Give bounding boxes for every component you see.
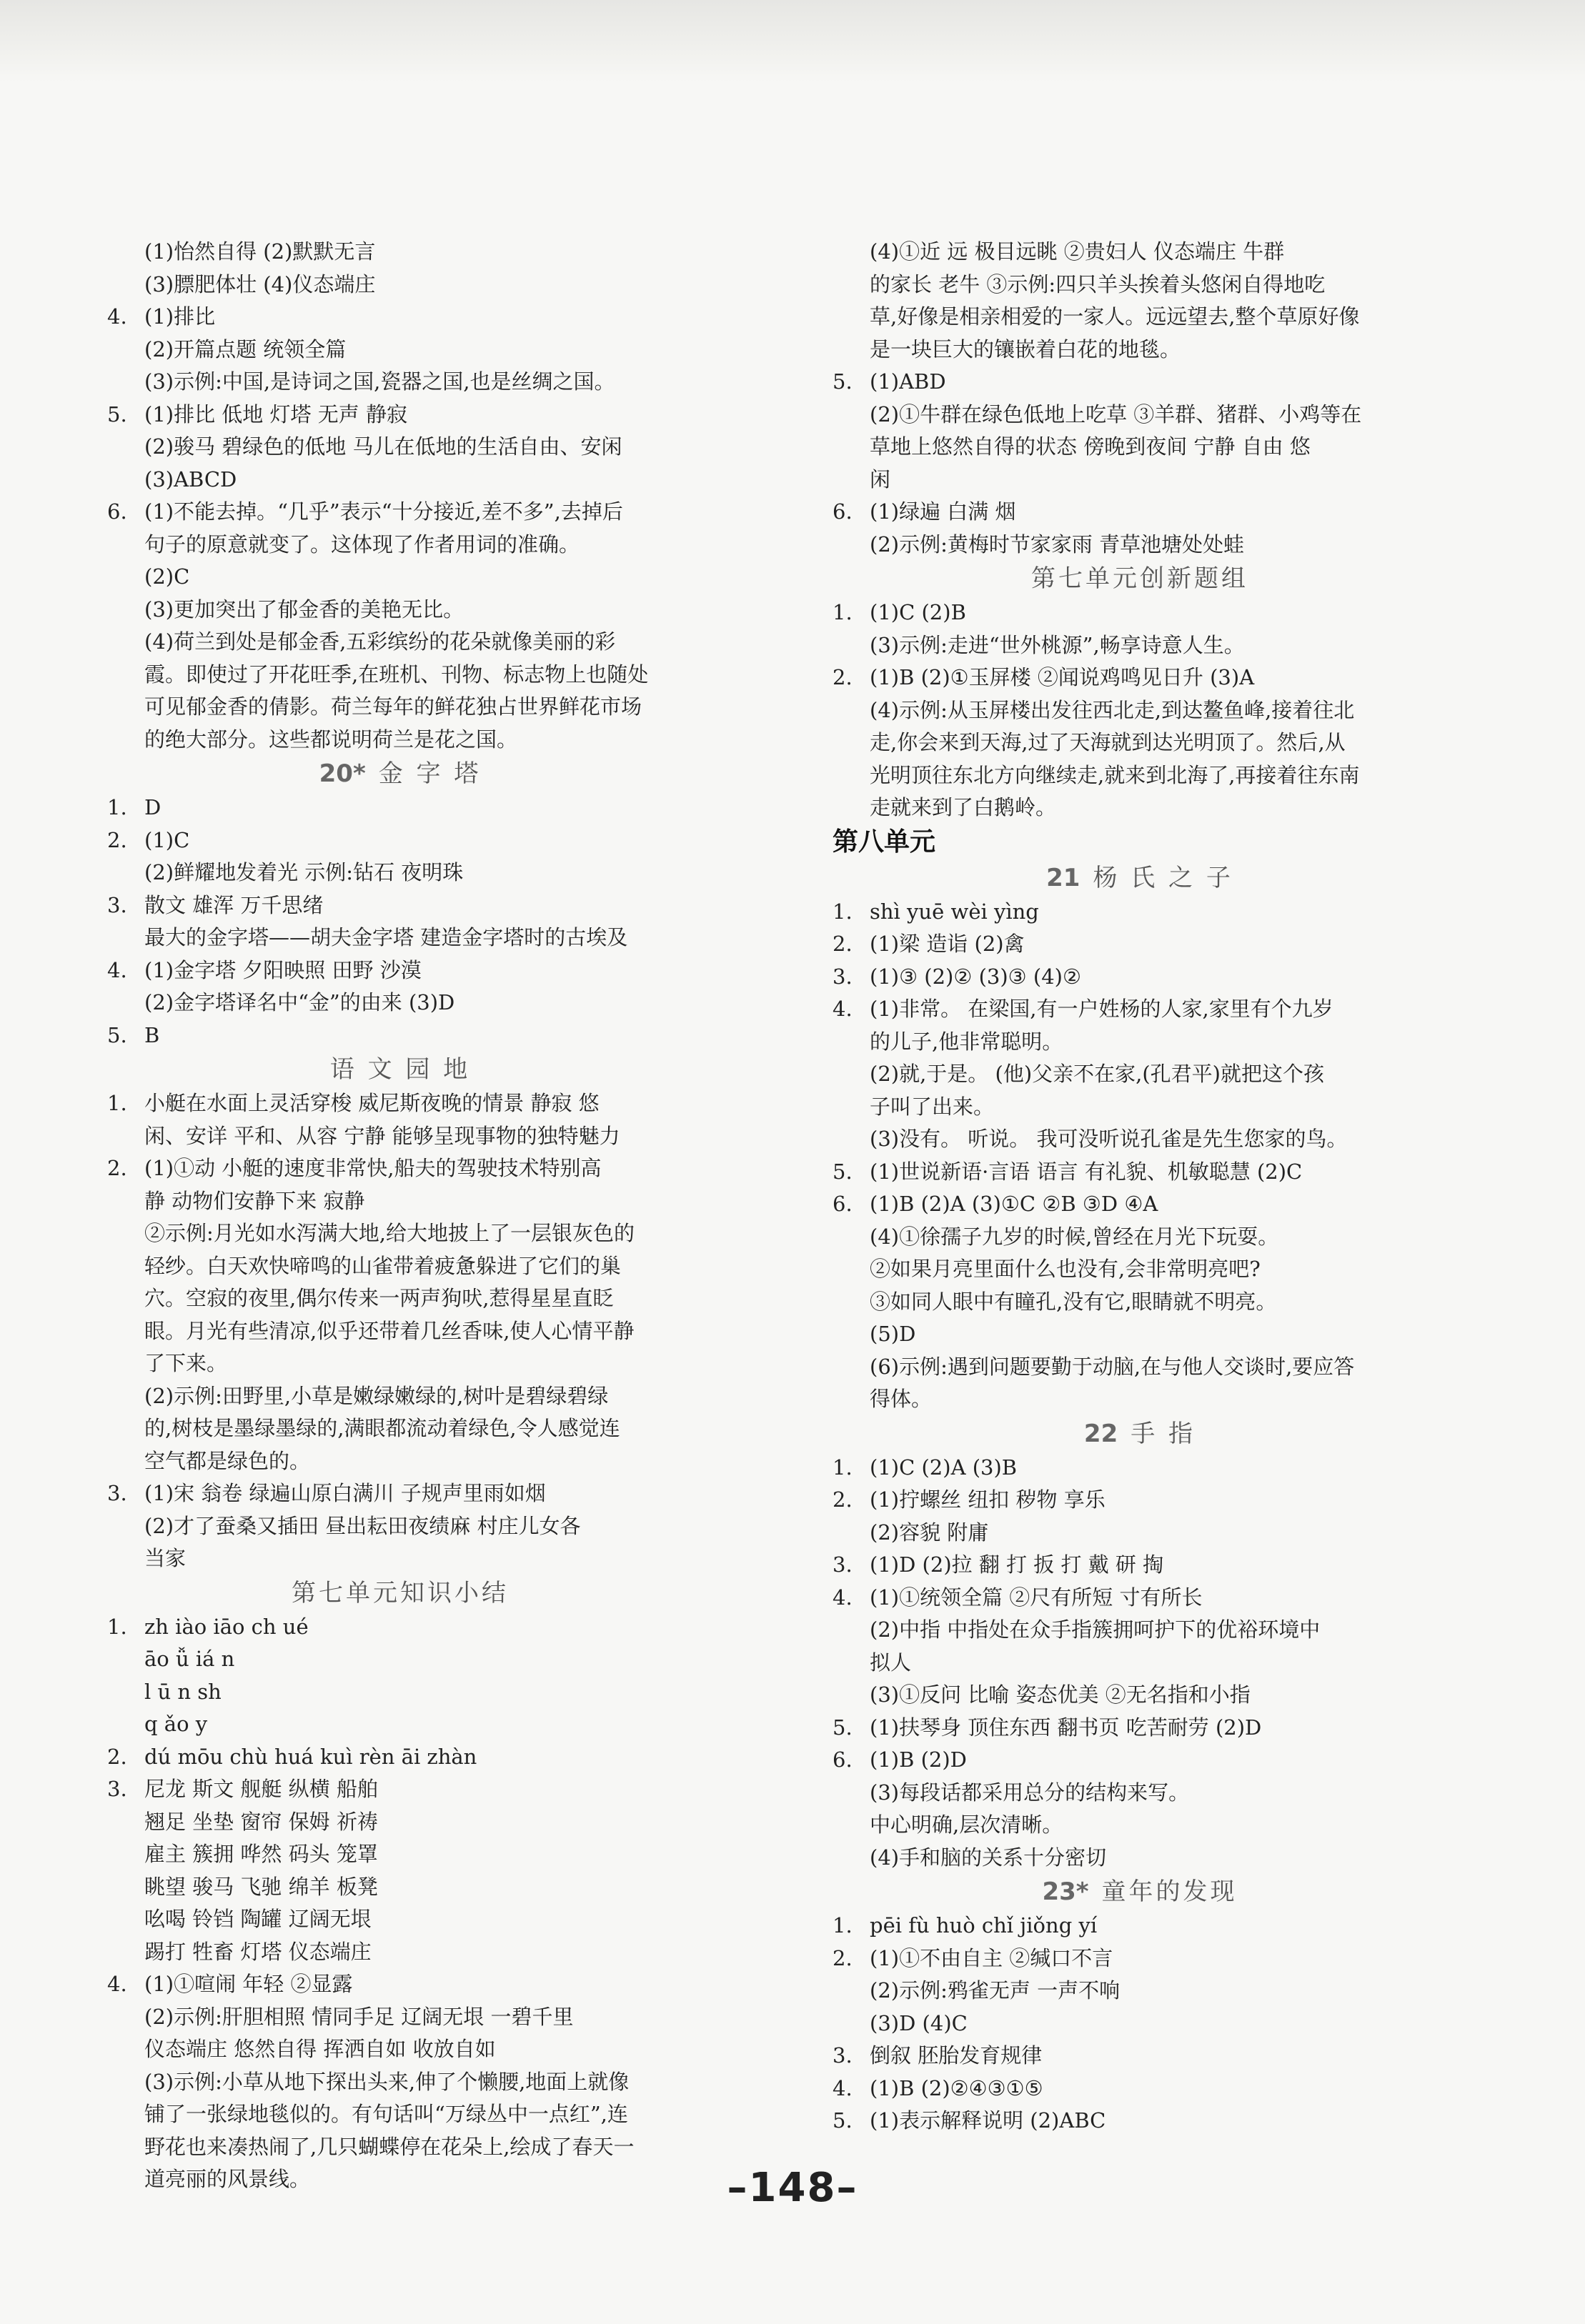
question-number: 5. [833, 2108, 853, 2133]
answer-line [107, 1773, 693, 1806]
answer-line [833, 1910, 1447, 1943]
answer-line: (3)示例:走进“世外桃源”,畅享诗意人生。 [870, 632, 1245, 657]
answer-line: (4)①徐孺子九岁的时候,曾经在月光下玩耍。 [870, 1224, 1279, 1249]
answer-line [833, 597, 1447, 629]
answer-line: (3)示例:小草从地下探出头来,伸了个懒腰,地面上就像 [144, 2069, 630, 2094]
answer-line: 走就来到了白鹅岭。 [870, 795, 1057, 819]
question-number: 3. [107, 892, 127, 917]
answer-line [833, 961, 1447, 994]
answer-text: D [144, 795, 162, 819]
question-number: 1. [107, 795, 127, 819]
answer-line: 句子的原意就变了。这体现了作者用词的准确。 [144, 532, 580, 557]
question-number: 6. [107, 499, 127, 524]
question-number: 2. [833, 1487, 853, 1512]
answer-text: (1)排比 [144, 304, 216, 329]
answer-line [833, 662, 1447, 694]
section-heading [833, 561, 1447, 597]
answer-text: B [144, 1022, 160, 1047]
answer-line [833, 1712, 1447, 1745]
answer-line: l ū n sh [144, 1679, 222, 1704]
answer-line: (2)示例:肝胆相照 情同手足 辽阔无垠 一碧千里 [144, 2004, 574, 2029]
heading-text: 语 文 园 地 [329, 1055, 471, 1084]
unit-title: 第八单元 [833, 827, 936, 857]
answer-line: 霞。即使过了开花旺季,在班机、刊物、标志物上也随处 [144, 662, 649, 687]
question-number: 5. [107, 402, 127, 427]
question-number: 6. [833, 499, 853, 524]
section-heading [833, 1416, 1447, 1452]
answer-line: 草地上悠然自得的状态 傍晚到夜间 宁静 自由 悠 [870, 434, 1311, 459]
answer-line: 铺了一张绿地毯似的。有句话叫“万绿丛中一点红”,连 [144, 2102, 628, 2126]
answer-text: (1)绿遍 白满 烟 [870, 499, 1016, 524]
answer-line: (2)示例:黄梅时节家家雨 青草池塘处处蛙 [870, 532, 1245, 557]
answer-line [833, 928, 1447, 961]
answer-line [833, 1582, 1447, 1615]
question-number: 4. [833, 2075, 853, 2100]
answer-line: (2)中指 中指处在众手指簇拥呵护下的优裕环境中 [870, 1617, 1321, 1642]
answer-line [107, 1741, 693, 1774]
answer-line [107, 1611, 693, 1644]
answer-line [833, 2105, 1447, 2138]
answer-line [107, 301, 693, 334]
answer-line: (3)更加突出了郁金香的美艳无比。 [144, 597, 464, 622]
answer-line: (5)D [870, 1322, 916, 1346]
answer-line: (3)膘肥体壮 (4)仪态端庄 [144, 271, 376, 296]
question-number: 4. [107, 957, 127, 982]
answer-line [833, 1484, 1447, 1517]
answer-text: (1)B (2)A (3)①C ②B ③D ④A [870, 1192, 1158, 1216]
answer-line: 雇主 簇拥 哗然 码头 笼罩 [144, 1842, 378, 1866]
answer-line: 眼。月光有些清凉,似乎还带着几丝香味,使人心情平静 [144, 1318, 635, 1343]
answer-line: (2)金字塔译名中“金”的由来 (3)D [144, 990, 455, 1014]
answer-line: 道亮丽的风景线。 [144, 2167, 311, 2191]
answer-line [833, 896, 1447, 929]
answer-line [107, 1152, 693, 1185]
answer-line [107, 1968, 693, 2001]
answer-line: (2)示例:田野里,小草是嫩绿嫩绿的,树叶是碧绿碧绿 [144, 1383, 609, 1408]
answer-text: (1)①统领全篇 ②尺有所短 寸有所长 [870, 1585, 1203, 1610]
answer-line: 翘足 坐垫 窗帘 保姆 祈祷 [144, 1809, 378, 1834]
question-number: 3. [833, 964, 853, 989]
answer-line: (2)才了蚕桑又插田 昼出耘田夜绩麻 村庄儿女各 [144, 1513, 581, 1538]
answer-line [833, 1156, 1447, 1189]
answer-line: 的家长 老牛 ③示例:四只羊头挨着头悠闲自得地吃 [870, 271, 1326, 296]
question-number: 2. [833, 665, 853, 689]
answer-line [107, 1477, 693, 1510]
answer-line: (2)就,于是。 (他)父亲不在家,(孔君平)就把这个孩 [870, 1062, 1324, 1086]
answer-line: (2)骏马 碧绿色的低地 马儿在低地的生活自由、安闲 [144, 434, 622, 459]
answer-line [107, 1019, 693, 1052]
answer-line [107, 496, 693, 529]
answer-line [833, 2040, 1447, 2073]
answer-text: (1)拧螺丝 纽扣 秽物 享乐 [870, 1487, 1105, 1512]
question-number: 2. [833, 932, 853, 956]
answer-line [833, 1549, 1447, 1582]
answer-line: 静 动物们安静下来 寂静 [144, 1188, 365, 1213]
answer-line: (2)开篇点题 统领全篇 [144, 336, 347, 361]
answer-line: 了下来。 [144, 1351, 228, 1375]
answer-line [833, 2073, 1447, 2105]
answer-text: (1)①喧闹 年轻 ②显露 [144, 1972, 353, 1996]
answer-line: (2)鲜耀地发着光 示例:钻石 夜明珠 [144, 860, 464, 884]
answer-line: (4)①近 远 极目远眺 ②贵妇人 仪态端庄 牛群 [870, 239, 1285, 264]
heading-text: 童年的发现 [1101, 1877, 1238, 1906]
answer-line: (2)①牛群在绿色低地上吃草 ③羊群、猪群、小鸡等在 [870, 402, 1362, 427]
answer-line: 眺望 骏马 飞驰 绵羊 板凳 [144, 1874, 378, 1899]
question-number: 1. [107, 1614, 127, 1639]
answer-text: (1)金字塔 夕阳映照 田野 沙漠 [144, 957, 422, 982]
answer-line: 闲 [870, 467, 891, 492]
answer-line: (3)①反问 比喻 姿态优美 ②无名指和小指 [870, 1682, 1251, 1707]
answer-line: (3)每段话都采用总分的结构来写。 [870, 1780, 1190, 1805]
question-number: 1. [833, 1455, 853, 1480]
answer-line: 闲、安详 平和、从容 宁静 能够呈现事物的独特魅力 [144, 1123, 620, 1148]
answer-text: zh iào iāo ch ué [144, 1614, 309, 1639]
answer-text: (1)B (2)①玉屏楼 ②闻说鸡鸣见日升 (3)A [870, 665, 1255, 689]
answer-text: (1)D (2)拉 翻 打 扳 打 戴 研 掏 [870, 1552, 1164, 1577]
answer-line: 轻纱。白天欢快啼鸣的山雀带着疲惫躲进了它们的巢 [144, 1253, 622, 1278]
heading-text: 杨 氏 之 子 [1093, 863, 1233, 892]
question-number: 1. [833, 899, 853, 924]
right-column [833, 236, 1447, 2138]
answer-line: 踢打 牲畜 灯塔 仪态端庄 [144, 1939, 372, 1964]
question-number: 5. [833, 369, 853, 394]
scan-top-shadow [0, 0, 1585, 82]
answer-line: 仪态端庄 悠然自得 挥洒自如 收放自如 [144, 2037, 496, 2061]
question-number: 5. [833, 1159, 853, 1184]
heading-text: 金 字 塔 [378, 759, 482, 788]
answer-line: 的儿子,他非常聪明。 [870, 1029, 1063, 1054]
question-number: 4. [107, 1972, 127, 1996]
answer-line [107, 954, 693, 987]
answer-text: (1)扶琴身 顶住东西 翻书页 吃苦耐劳 (2)D [870, 1715, 1262, 1740]
section-heading [833, 1874, 1447, 1910]
answer-line: āo ǚ iá n [144, 1647, 235, 1671]
heading-text: 第七单元知识小结 [292, 1578, 509, 1607]
answer-text: (1)宋 翁卷 绿遍山原白满川 子规声里雨如烟 [144, 1481, 546, 1505]
answer-text: (1)ABD [870, 369, 946, 394]
answer-line [833, 993, 1447, 1026]
answer-line [107, 1087, 693, 1120]
answer-text: (1)①不由自主 ②缄口不言 [870, 1945, 1113, 1970]
question-number: 6. [833, 1747, 853, 1772]
answer-line: 可见郁金香的倩影。荷兰每年的鲜花独占世界鲜花市场 [144, 694, 642, 719]
answer-line: (4)手和脑的关系十分密切 [870, 1845, 1107, 1870]
answer-line: (4)示例:从玉屏楼出发往西北走,到达鳌鱼峰,接着往北 [870, 697, 1355, 722]
lesson-number: 21 [1046, 863, 1080, 892]
answer-line: 吆喝 铃铛 陶罐 辽阔无垠 [144, 1907, 372, 1931]
answer-text: (1)梁 造诣 (2)禽 [870, 932, 1025, 956]
answer-text: (1)B (2)D [870, 1747, 967, 1772]
question-number: 4. [107, 304, 127, 329]
heading-text: 手 指 [1131, 1419, 1196, 1448]
question-number: 2. [107, 1744, 127, 1769]
question-number: 3. [833, 2043, 853, 2068]
answer-line: 光明顶往东北方向继续走,就来到北海了,再接着往东南 [870, 762, 1360, 787]
answer-text: 尼龙 斯文 舰艇 纵横 船舶 [144, 1777, 378, 1801]
question-number: 3. [833, 1552, 853, 1577]
answer-line: 的,树枝是墨绿墨绿的,满眼都流动着绿色,令人感觉连 [144, 1416, 620, 1440]
answer-line: (2)C [144, 564, 190, 589]
section-heading [107, 756, 693, 792]
answer-line: (3)ABCD [144, 467, 237, 492]
section-heading [107, 1575, 693, 1611]
answer-text: (1)①动 小艇的速度非常快,船夫的驾驶技术特别高 [144, 1156, 602, 1180]
question-number: 4. [833, 1585, 853, 1610]
answer-line: 中心明确,层次清晰。 [870, 1812, 1063, 1837]
answer-line: ②如果月亮里面什么也没有,会非常明亮吧? [870, 1257, 1261, 1281]
left-column [107, 236, 693, 2196]
question-number: 1. [833, 1913, 853, 1938]
answer-line [107, 889, 693, 922]
answer-text: 倒叙 胚胎发育规律 [870, 2043, 1043, 2068]
answer-line [107, 399, 693, 432]
question-number: 3. [107, 1481, 127, 1505]
answer-text: (1)③ (2)② (3)③ (4)② [870, 964, 1081, 989]
answer-text: (1)B (2)②④③①⑤ [870, 2075, 1043, 2100]
answer-line: (3)D (4)C [870, 2010, 968, 2035]
answer-line: 的绝大部分。这些都说明荷兰是花之国。 [144, 727, 518, 752]
question-number: 5. [833, 1715, 853, 1740]
answer-line: 当家 [144, 1546, 187, 1570]
answer-line: ③如同人眼中有瞳孔,没有它,眼睛就不明亮。 [870, 1289, 1277, 1314]
question-number: 3. [107, 1777, 127, 1801]
answer-line: (4)荷兰到处是郁金香,五彩缤纷的花朵就像美丽的彩 [144, 629, 616, 654]
answer-text: shì yuē wèi yìng [870, 899, 1039, 924]
answer-line: (1)怡然自得 (2)默默无言 [144, 239, 376, 264]
answer-text: (1)C [144, 827, 190, 852]
heading-text: 第七单元创新题组 [1031, 564, 1248, 593]
answer-text: (1)排比 低地 灯塔 无声 静寂 [144, 402, 407, 427]
answer-line: (2)容貌 附庸 [870, 1520, 989, 1545]
answer-line: 拟人 [870, 1650, 912, 1675]
question-number: 2. [107, 1156, 127, 1180]
lesson-number: 22 [1083, 1419, 1118, 1448]
answer-text: 小艇在水面上灵活穿梭 威尼斯夜晚的情景 静寂 悠 [144, 1091, 600, 1115]
question-number: 5. [107, 1022, 127, 1047]
answer-text: (1)C (2)A (3)B [870, 1455, 1018, 1480]
answer-line: (3)没有。 听说。 我可没听说孔雀是先生您家的鸟。 [870, 1127, 1348, 1151]
answer-line: 最大的金字塔——胡夫金字塔 建造金字塔时的古埃及 [144, 925, 628, 949]
answer-line [833, 1452, 1447, 1485]
answer-line [833, 1188, 1447, 1221]
lesson-number: 20* [319, 759, 366, 788]
section-heading [107, 1052, 693, 1087]
answer-line [833, 496, 1447, 529]
answer-line [833, 366, 1447, 399]
answer-text: dú mōu chù huá kuì rèn āi zhàn [144, 1744, 477, 1769]
question-number: 6. [833, 1192, 853, 1216]
answer-line: 野花也来凑热闹了,几只蝴蝶停在花朵上,绘成了春天一 [144, 2134, 635, 2159]
answer-line: 空气都是绿色的。 [144, 1448, 311, 1473]
answer-line: q ǎo y [144, 1712, 208, 1736]
answer-line [833, 1744, 1447, 1777]
answer-line: ②示例:月光如水泻满大地,给大地披上了一层银灰色的 [144, 1221, 635, 1245]
answer-text: (1)非常。 在梁国,有一户姓杨的人家,家里有个九岁 [870, 997, 1333, 1021]
question-number: 1. [107, 1091, 127, 1115]
answer-line: 子叫了出来。 [870, 1094, 995, 1119]
answer-line: 走,你会来到天海,过了天海就到达光明顶了。然后,从 [870, 730, 1346, 754]
answer-line: (2)示例:鸦雀无声 一声不响 [870, 1978, 1121, 2003]
page-number: –148– [727, 2165, 858, 2211]
answer-line [107, 824, 693, 857]
answer-line: 草,好像是相亲相爱的一家人。远远望去,整个草原好像 [870, 304, 1360, 329]
answer-text: (1)世说新语·言语 语言 有礼貌、机敏聪慧 (2)C [870, 1159, 1303, 1184]
answer-line: 是一块巨大的镶嵌着白花的地毯。 [870, 336, 1181, 361]
answer-text: (1)不能去掉。“几乎”表示“十分接近,差不多”,去掉后 [144, 499, 623, 524]
answer-line: 穴。空寂的夜里,偶尔传来一两声狗吠,惹得星星直眨 [144, 1286, 614, 1310]
answer-line [833, 1943, 1447, 1975]
answer-text: pēi fù huò chǐ jiǒng yí [870, 1913, 1098, 1938]
answer-line: (3)示例:中国,是诗词之国,瓷器之国,也是丝绸之国。 [144, 369, 615, 394]
question-number: 1. [833, 600, 853, 624]
answer-text: 散文 雄浑 万千思绪 [144, 892, 324, 917]
question-number: 4. [833, 997, 853, 1021]
answer-line: 得体。 [870, 1387, 933, 1411]
section-heading [833, 860, 1447, 896]
answer-line [107, 792, 693, 824]
question-number: 2. [107, 827, 127, 852]
answer-line: (6)示例:遇到问题要勤于动脑,在与他人交谈时,要应答 [870, 1354, 1355, 1379]
question-number: 2. [833, 1945, 853, 1970]
answer-text: (1)C (2)B [870, 600, 966, 624]
answer-text: (1)表示解释说明 (2)ABC [870, 2108, 1106, 2133]
lesson-number: 23* [1042, 1877, 1089, 1906]
